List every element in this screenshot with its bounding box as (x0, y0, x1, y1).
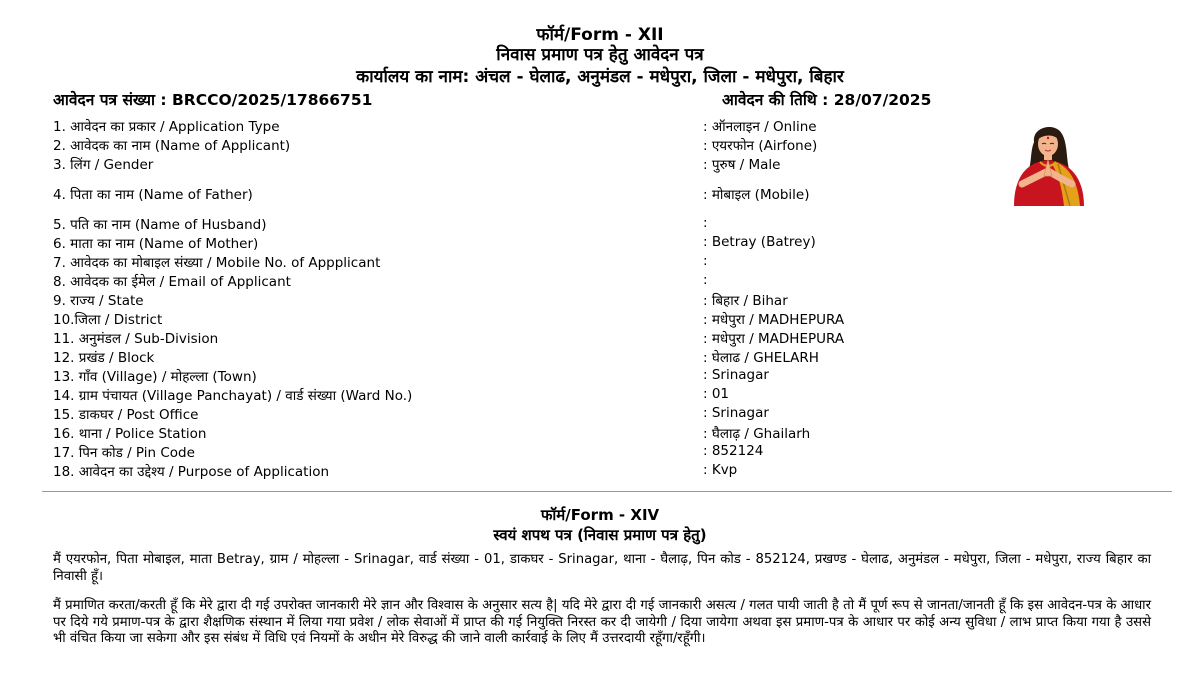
field-value: : घेलाढ / GHELARH (703, 350, 819, 366)
field-value: : (703, 215, 708, 231)
field-row-post-office (53, 405, 953, 424)
field-value: : मोबाइल (Mobile) (703, 187, 810, 203)
field-value: : बिहार / Bihar (703, 293, 788, 309)
field-label: 14. ग्राम पंचायत (Village Panchayat) / वार्ड संख्या (Ward No.) (53, 388, 413, 404)
field-value: : Srinagar (703, 405, 769, 421)
section-divider (42, 491, 1172, 492)
form-xiv-title: फॉर्म/Form - XIV (540, 506, 660, 524)
field-label: 13. गाँव (Village) / मोहल्ला (Town) (53, 369, 257, 385)
field-row-block (53, 348, 953, 367)
field-row-husband-name (53, 215, 953, 234)
field-label: 3. लिंग / Gender (53, 157, 154, 173)
office-name-line: कार्यालय का नाम: अंचल - घेलाढ, अनुमंडल - मधेपुरा, जिला - मधेपुरा, बिहार (356, 67, 844, 87)
applicant-photo (1000, 122, 1100, 206)
field-row-purpose (53, 462, 953, 481)
affidavit-declaration-paragraph: मैं प्रमाणित करता/करती हूँ कि मेरे द्वारा दी गई उपरोक्त जानकारी मेरे ज्ञान और विश्वास के अनुसार सत्य है| यदि मेरे द्वारा दी गई जानकारी असत्य / गलत पायी जाती है तो मैं पूर्ण रूप से जानता/जानती हूँ कि इस आवेदन-पत्र के आधार पर दिये गये प्रमाण-पत्र के द्वारा शैक्षणिक संस्थान में लिया गया प्रवेश / लोक सेवाओं में प्राप्त की गई नियुक्ति निरस्त कर दी जायेगी / दिया जायेगा अथवा इस प्रमाण-पत्र के आधार पर कोई अन्य सुविधा / लाभ प्राप्त किया गया है उससे भी वंचित किया जा सकेगा और इस संबंध में विधि एवं नियमों के अधीन मेरे विरुद्ध की जाने वाली कार्रवाई के लिए मैं उत्तरदायी रहूँगा/रहूँगी। (53, 598, 1151, 646)
field-value: : मधेपुरा / MADHEPURA (703, 312, 845, 328)
field-value: : 01 (703, 386, 730, 402)
field-value: : ऑनलाइन / Online (703, 119, 817, 135)
field-label: 8. आवेदक का ईमेल / Email of Applicant (53, 274, 291, 290)
application-date: आवेदन की तिथि : 28/07/2025 (722, 91, 932, 109)
field-value: : पुरुष / Male (703, 157, 781, 173)
field-row-mother-name (53, 234, 953, 253)
application-number: आवेदन पत्र संख्या : BRCCO/2025/17866751 (53, 91, 373, 109)
affidavit-subtitle: स्वयं शपथ पत्र (निवास प्रमाण पत्र हेतु) (493, 526, 707, 544)
field-row-gender (53, 155, 953, 174)
field-value: : मधेपुरा / MADHEPURA (703, 331, 845, 347)
field-row-father-name (53, 185, 953, 204)
field-row-village-town (53, 367, 953, 386)
field-value: : Srinagar (703, 367, 769, 383)
field-row-district (53, 310, 953, 329)
field-row-panchayat-ward (53, 386, 953, 405)
field-value: : Kvp (703, 462, 738, 478)
form-subtitle: निवास प्रमाण पत्र हेतु आवेदन पत्र (496, 45, 704, 65)
field-value: : Betray (Batrey) (703, 234, 816, 250)
field-label: 5. पति का नाम (Name of Husband) (53, 217, 267, 233)
field-label: 9. राज्य / State (53, 293, 144, 309)
field-label: 17. पिन कोड / Pin Code (53, 445, 195, 461)
field-value: : एयरफोन (Airfone) (703, 138, 818, 154)
field-label: 18. आवेदन का उद्देश्य / Purpose of Application (53, 464, 330, 480)
field-label: 16. थाना / Police Station (53, 426, 207, 442)
field-row-pin-code (53, 443, 953, 462)
field-label: 2. आवेदक का नाम (Name of Applicant) (53, 138, 291, 154)
field-row-state (53, 291, 953, 310)
field-row-application-type (53, 117, 953, 136)
field-row-email (53, 272, 953, 291)
field-row-sub-division (53, 329, 953, 348)
field-row-applicant-name (53, 136, 953, 155)
field-label: 6. माता का नाम (Name of Mother) (53, 236, 259, 252)
field-label: 11. अनुमंडल / Sub-Division (53, 331, 219, 347)
field-row-police-station (53, 424, 953, 443)
form-xii-title: फॉर्म/Form - XII (536, 25, 664, 45)
field-row-mobile (53, 253, 953, 272)
affidavit-residence-paragraph: मैं एयरफोन, पिता मोबाइल, माता Betray, ग्राम / मोहल्ला - Srinagar, वार्ड संख्या - 01, डाकघर - Srinagar, थाना - घैलाढ़, पिन कोड - 852124, प्रखण्ड - घेलाढ, अनुमंडल - मधेपुरा, जिला - मधेपुरा, राज्य बिहार का निवासी हूँ। (53, 552, 1151, 584)
field-label: 10.जिला / District (53, 312, 163, 328)
field-label: 12. प्रखंड / Block (53, 350, 155, 366)
field-value: : घैलाढ़ / Ghailarh (703, 426, 811, 442)
field-label: 1. आवेदन का प्रकार / Application Type (53, 119, 280, 135)
field-value: : (703, 272, 708, 288)
field-label: 4. पिता का नाम (Name of Father) (53, 187, 253, 203)
woman-namaste-icon (1000, 122, 1100, 206)
field-value: : (703, 253, 708, 269)
field-label: 15. डाकघर / Post Office (53, 407, 199, 423)
field-value: : 852124 (703, 443, 764, 459)
field-label: 7. आवेदक का मोबाइल संख्या / Mobile No. of Appplicant (53, 255, 381, 271)
